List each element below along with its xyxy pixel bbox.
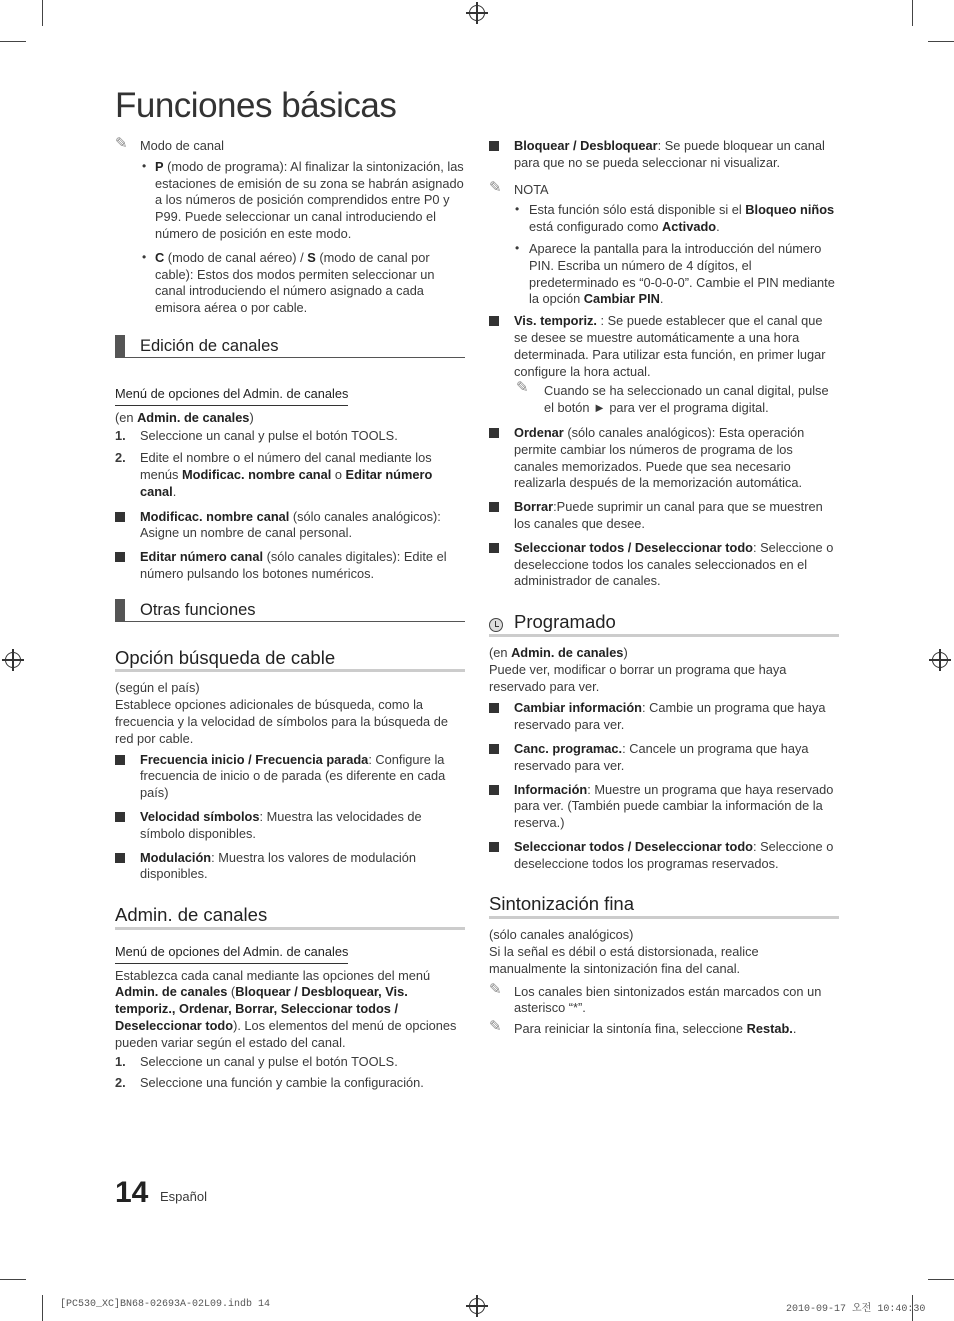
admin-desc: Establezca cada canal mediante las opciones del menú Admin. de canales (Bloquear / Desbloquear, Vis. temporiz., Ordenar, Borrar, Seleccionar todos / Deseleccionar todo). Los elementos del menú de opciones pueden variar según el estado del canal.: [115, 967, 457, 1050]
registration-mark-bottom: [469, 1298, 485, 1314]
page-number: 14: [115, 1176, 149, 1209]
list-item: • Esta función sólo está disponible si el Bloqueo niños está configurado como Activado.: [515, 202, 835, 235]
clock-icon: [489, 618, 503, 632]
list-item: Seleccionar todos / Deseleccionar todo: Seleccione o deseleccione todos los canales seleccionados en el administrador de canales.: [489, 540, 839, 590]
pencil-icon: ✎: [489, 1018, 502, 1036]
pencil-icon: ✎: [489, 178, 502, 196]
sint-note-1: ✎ Los canales bien sintonizados están marcados con un asterisco “*”.: [489, 980, 822, 1016]
admin-step-2: 2. Seleccione una función y cambie la configuración.: [115, 1075, 424, 1091]
sint-note-2: ✎ Para reiniciar la sintonía fina, seleccione Restab..: [489, 1018, 797, 1037]
timestamp: 2010-09-17 오전 10:40:30: [786, 1304, 926, 1315]
admin-step-1: 1. Seleccione un canal y pulse el botón TOOLS.: [115, 1053, 398, 1069]
list-item: • P (modo de programa): Al finalizar la sintonización, las estaciones de emisión de su zona se habrán asignado a los números de posición comprendidos entre P0 y P99. Puede seleccionar un canal introduciendo el número de posición en este modo.: [142, 158, 464, 241]
list-item: Modulación: Muestra los valores de modulación disponibles.: [115, 850, 465, 884]
list-item: Velocidad símbolos: Muestra las velocidades de símbolo disponibles.: [115, 809, 465, 843]
list-item: Canc. programac.: Cancele un programa que haya reservado para ver.: [489, 741, 839, 775]
list-item: Borrar:Puede suprimir un canal para que se muestren los canales que desee.: [489, 499, 839, 533]
cable-desc: Establece opciones adicionales de búsqueda, como la frecuencia y la velocidad de símbolos para la búsqueda de red por cable.: [115, 697, 448, 746]
step-2: 2. Edite el nombre o el número del canal mediante los menús Modificac. nombre canal o Editar número canal.: [115, 450, 433, 499]
otras-heading: Otras funciones: [115, 599, 465, 622]
registration-mark-left: [5, 652, 21, 668]
list-item: Vis. temporiz. : Se puede establecer que el canal que se desee se muestre automáticamente a una hora determinada. Para utilizar esta función, en primer lugar configure la hora actual.: [489, 313, 839, 380]
prog-en-admin: (en Admin. de canales): [489, 644, 628, 660]
edicion-heading: Edición de canales: [115, 335, 465, 358]
programado-heading: Programado: [489, 614, 839, 637]
right-column: [489, 138, 839, 1042]
menu-heading: Menú de opciones del Admin. de canales: [115, 386, 348, 406]
left-column: [115, 135, 465, 1097]
pencil-icon: ✎: [516, 379, 529, 397]
admin-heading: Admin. de canales: [115, 907, 465, 930]
sintonizacion-heading: Sintonización fina: [489, 896, 839, 919]
prog-desc: Puede ver, modificar o borrar un programa que haya reservado para ver.: [489, 661, 787, 694]
list-item: Bloquear / Desbloquear: Se puede bloquear un canal para que no se pueda seleccionar ni visualizar.: [489, 138, 839, 172]
modo-canal-note: ✎ Modo de canal: [115, 135, 224, 153]
pencil-icon: ✎: [489, 980, 502, 998]
en-admin: (en Admin. de canales): [115, 409, 254, 425]
language-label: Español: [160, 1189, 207, 1204]
nota-note: ✎ NOTA: [489, 178, 549, 197]
vis-note: ✎ Cuando se ha seleccionado un canal digital, pulse el botón ► para ver el programa digital.: [516, 379, 829, 416]
registration-mark-top: [469, 5, 485, 21]
list-item: Editar número canal (sólo canales digitales): Edite el número pulsando los botones numéricos.: [115, 549, 465, 583]
sint-desc: Si la señal es débil o está distorsionada, realice manualmente la sintonización fina del canal.: [489, 944, 759, 976]
list-item: Cambiar información: Cambie un programa que haya reservado para ver.: [489, 700, 839, 734]
admin-menu-heading: Menú de opciones del Admin. de canales: [115, 944, 348, 964]
list-item: Seleccionar todos / Deseleccionar todo: Seleccione o deseleccione todos los programas reservados.: [489, 839, 839, 873]
list-item: Ordenar (sólo canales analógicos): Esta operación permite cambiar los números de programa de los canales memorizados. Puede que sea necesario realizarla después de la memorización automática.: [489, 425, 839, 492]
list-item: • C (modo de canal aéreo) / S (modo de canal por cable): Estos dos modos permiten seleccionar un canal introduciendo el número asignado a cada emisora aérea o por cable.: [142, 249, 435, 316]
list-item: Frecuencia inicio / Frecuencia parada: Configure la frecuencia de inicio o de parada (es diferente en cada país): [115, 752, 465, 802]
sint-sub: (sólo canales analógicos): [489, 927, 634, 943]
pencil-icon: ✎: [115, 135, 128, 152]
file-info: [PC530_XC]BN68-02693A-02L09.indb 14: [60, 1299, 271, 1310]
list-item: Información: Muestre un programa que haya reservado para ver. (También puede cambiar la información de la reserva.): [489, 782, 839, 832]
page-title: Funciones básicas: [115, 86, 397, 125]
step-1: 1. Seleccione un canal y pulse el botón TOOLS.: [115, 428, 398, 444]
list-item: • Aparece la pantalla para la introducción del número PIN. Escriba un número de 4 dígitos, el predeterminado es “0-0-0-0”. Cambie el PIN mediante la opción Cambiar PIN.: [515, 240, 835, 307]
cable-heading: Opción búsqueda de cable: [115, 650, 465, 673]
list-item: Modificac. nombre canal (sólo canales analógicos): Asigne un nombre de canal personal.: [115, 509, 465, 543]
cable-pais: (según el país): [115, 680, 200, 696]
registration-mark-right: [932, 652, 948, 668]
